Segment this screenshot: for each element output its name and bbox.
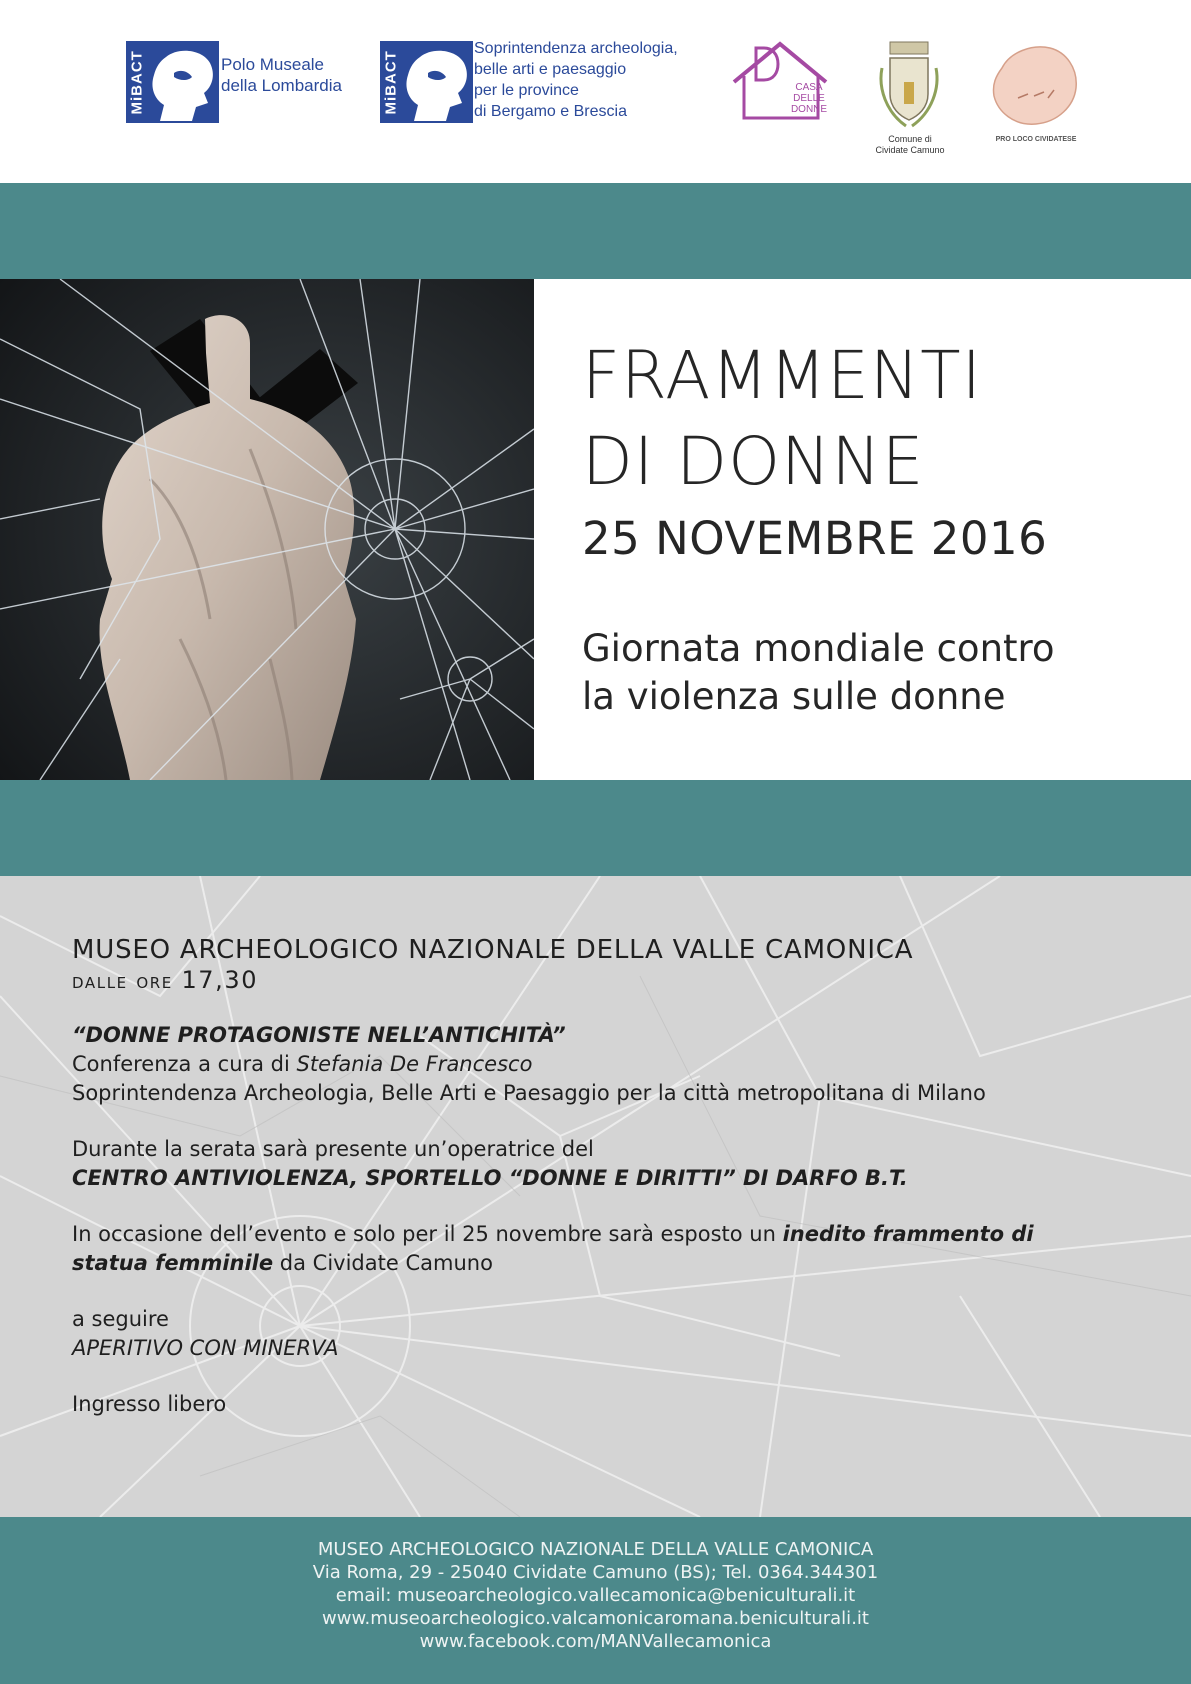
pro-loco-text: PRO LOCO CIVIDATESE (995, 136, 1077, 143)
footer-address: Via Roma, 29 - 25040 Cividate Camuno (BS); Tel. 0364.344301 (312, 1562, 879, 1583)
comune-text: Comune di Cividate Camuno (875, 134, 945, 155)
footer-facebook[interactable]: www.facebook.com/MANVallecamonica (419, 1631, 772, 1652)
teal-band-middle (0, 780, 1191, 876)
conference-affiliation: Soprintendenza Archeologia, Belle Arti e Paesaggio per la città metropolitana di Milano (72, 1081, 986, 1105)
teal-band-top (0, 183, 1191, 279)
occasion-line-1: In occasione dell’evento e solo per il 25 novembre sarà esposto un inedito frammento di (72, 1222, 1034, 1246)
footer-contact (0, 1538, 1191, 1653)
aperitivo: APERITIVO CON MINERVA (72, 1336, 339, 1360)
speaker-name: Stefania De Francesco (296, 1052, 533, 1076)
coat-of-arms-icon (876, 38, 942, 130)
occasion-line-2: statua femminile da Cividate Camuno (72, 1251, 493, 1275)
logo-header (0, 0, 1191, 183)
mibac-logo-polo (126, 41, 219, 123)
footer-museum: MUSEO ARCHEOLOGICO NAZIONALE DELLA VALLE CAMONICA (317, 1539, 874, 1560)
event-details (72, 935, 1172, 1419)
antiviolence-center: CENTRO ANTIVIOLENZA, SPORTELLO “DONNE E DIRITTI” DI DARFO B.T. (72, 1166, 908, 1190)
start-time: dalle ore 17,30 (72, 966, 259, 994)
broken-glass-statue-image (0, 279, 534, 780)
museum-name: MUSEO ARCHEOLOGICO NAZIONALE DELLA VALLE CAMONICA (72, 935, 914, 965)
minerva-head-icon (146, 47, 219, 121)
footer (0, 1517, 1191, 1684)
mibac-logo-soprintendenza (380, 41, 473, 123)
minerva-head-icon (400, 47, 473, 121)
footer-email[interactable]: email: museoarcheologico.vallecamonica@beniculturali.it (335, 1585, 856, 1606)
statue-illustration (0, 279, 534, 780)
conference-title: “DONNE PROTAGONISTE NELL’ANTICHITÀ” (72, 1023, 566, 1047)
event-title: FRAMMENTI DI DONNE (582, 337, 983, 500)
soprintendenza-text: Soprintendenza archeologia, belle arti e paesaggio per le province di Bergamo e Brescia (474, 40, 678, 120)
event-date: 25 NOVEMBRE 2016 (582, 512, 1048, 565)
polo-museale-text: Polo Museale della Lombardia (221, 55, 342, 95)
mibac-mark: MiBACT (382, 50, 400, 115)
presence-line: Durante la serata sarà presente un’operatrice del (72, 1137, 594, 1161)
mibac-mark: MiBACT (128, 50, 146, 115)
entry-info: Ingresso libero (72, 1392, 227, 1416)
event-subtitle: Giornata mondiale contro la violenza sulle donne (582, 627, 1055, 718)
follow-label: a seguire (72, 1307, 169, 1331)
conference-by: Conferenza a cura di Stefania De Francesco (72, 1052, 533, 1076)
casa-delle-donne-text: CASA DELLE DONNE (790, 82, 828, 115)
pro-loco-fragment-icon (988, 42, 1082, 128)
footer-website[interactable]: www.museoarcheologico.valcamonicaromana.beniculturali.it (322, 1608, 869, 1629)
